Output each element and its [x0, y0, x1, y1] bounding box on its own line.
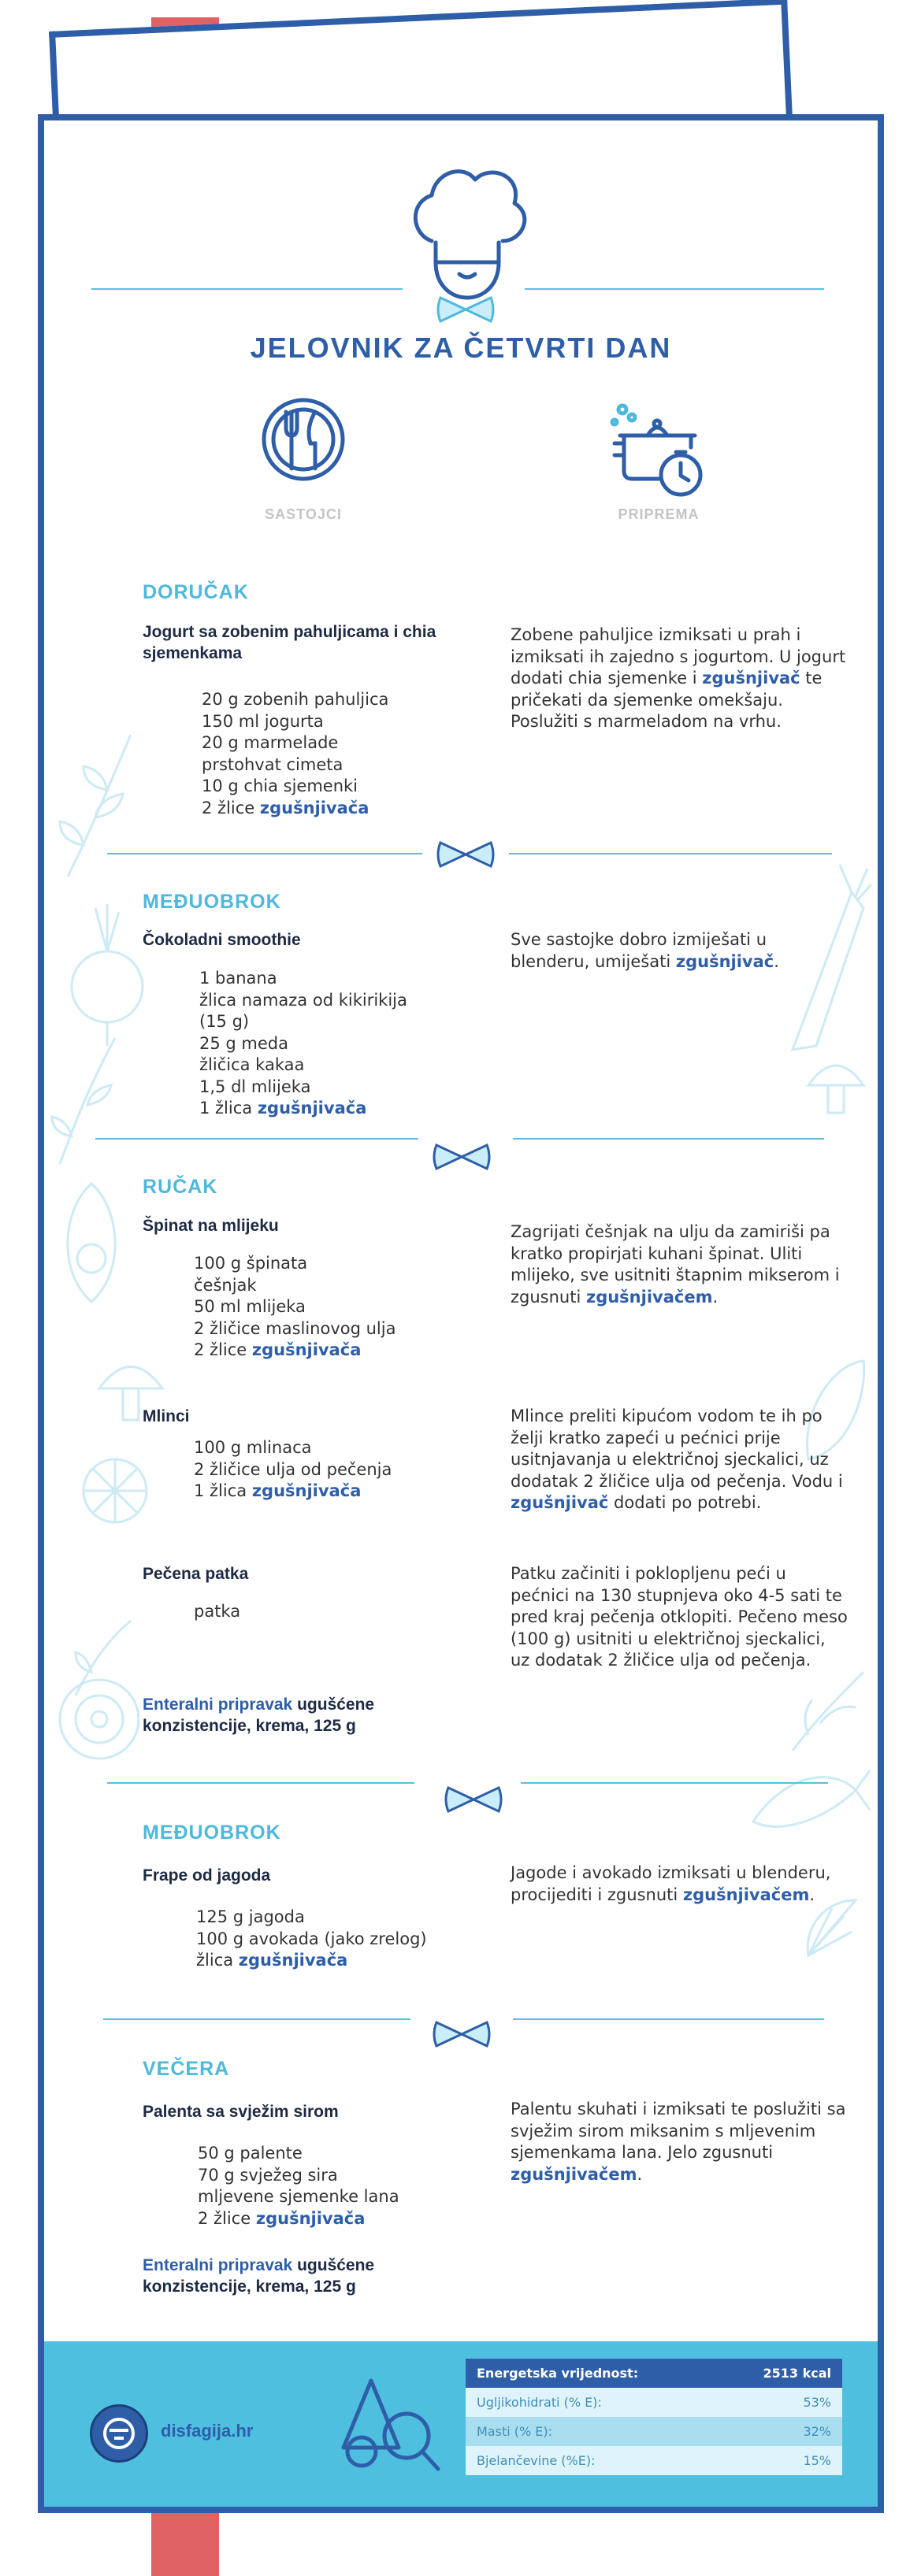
disfagija-logo-icon — [90, 2404, 148, 2463]
ingredient-list — [199, 968, 483, 1120]
pot-timer-icon — [608, 400, 711, 502]
ingredient-list — [198, 2143, 481, 2229]
ingredient: (15 g) — [199, 1012, 250, 1031]
divider-line — [103, 2018, 410, 2020]
plate-cutlery-icon — [260, 396, 347, 483]
ingredient — [194, 1481, 477, 1503]
ingredient: 1 banana — [199, 969, 277, 988]
ingredient-list — [196, 1907, 480, 1972]
ingredient: 100 g mlinaca — [194, 1438, 312, 1457]
dish-name: Frape od jagoda — [143, 1866, 271, 1885]
enteral-supplement: Enteralni pripravak ugušćene konzistencije, krema, 125 g — [143, 2256, 375, 2296]
bow-ornament-icon — [442, 1784, 505, 1815]
ingredient: mljevene sjemenke lana — [198, 2187, 399, 2206]
thickener-highlight: zgušnjivačem — [682, 1885, 810, 1904]
ingredient: 2 žličice maslinovog ulja — [194, 1318, 396, 1338]
divider-line — [91, 288, 403, 290]
ingredient-text: 2 žlice — [202, 798, 260, 817]
label-preparation: PRIPREMA — [618, 506, 700, 522]
label-ingredients: SASTOJCI — [265, 506, 342, 522]
table-row: Bjelančevine (%E): 15% — [466, 2446, 842, 2475]
thickener-highlight: zgušnjivača — [251, 1340, 362, 1359]
ingredient: 10 g chia sjemenki — [202, 777, 358, 795]
divider-line — [509, 853, 832, 854]
mushroom-decoration-icon — [800, 1050, 871, 1121]
ingredient-text: 1 žlica — [194, 1481, 252, 1500]
table-row: Masti (% E): 32% — [466, 2417, 842, 2446]
ingredient — [202, 798, 485, 820]
ingredient-list — [194, 1253, 477, 1362]
menu-card — [38, 114, 884, 2513]
ingredient: 125 g jagoda — [196, 1907, 305, 1926]
ingredient-text: 2 žlice — [194, 1340, 252, 1359]
ingredient: 70 g svježeg sira — [198, 2165, 338, 2185]
ingredient: 25 g meda — [199, 1033, 288, 1053]
dish-name: Palenta sa svježim sirom — [143, 2103, 339, 2121]
section-title-lunch: RUČAK — [143, 1176, 218, 1198]
energy-table — [466, 2359, 842, 2475]
dish-name: Špinat na mlijeku — [143, 1217, 279, 1235]
energy-label: Energetska vrijednost: — [466, 2359, 719, 2388]
ingredient: 50 ml mlijeka — [194, 1297, 306, 1316]
energy-total-row — [466, 2359, 842, 2388]
ingredient-text: 1 žlica — [199, 1099, 258, 1118]
divider-line — [521, 1782, 828, 1784]
divider-line — [513, 1138, 824, 1140]
ingredient: češnjak — [194, 1275, 257, 1295]
dish-name: Čokoladni smoothie — [143, 931, 301, 949]
herb-decoration-icon — [785, 1664, 871, 1759]
thickener-highlight: zgušnjivač — [511, 1493, 609, 1512]
ingredient-text: 2 žlice — [198, 2208, 256, 2228]
ingredient: 20 g zobenih pahuljica — [202, 690, 389, 709]
lemon-decoration-icon — [76, 1451, 154, 1530]
preparation-text: Mlince preliti kipućom vodom te ih po želji kratko zapeći u pećnici prije usitnjavanja u električnoj sjeckalici, uz dodatak 2 žličice ulja od pečenja. Vodu i zgušnjivač dodati po potrebi. — [511, 1407, 843, 1512]
energy-value: 2513 kcal — [719, 2359, 842, 2388]
ingredient: 100 g špinata — [194, 1254, 308, 1273]
enteral-highlight: Enteralni pripravak — [143, 2256, 293, 2274]
dish-name: Mlinci — [143, 1407, 190, 1425]
ingredient: 150 ml jogurta — [202, 711, 324, 731]
thickener-highlight: zgušnjivača — [257, 1099, 367, 1118]
dish-name: Jogurt sa zobenim pahuljicama i chia sjemenkama — [143, 623, 436, 662]
divider-line — [513, 2018, 824, 2020]
ingredient-list — [194, 1601, 477, 1623]
bookmark-ribbon-bottom — [151, 2504, 219, 2576]
ingredient: žličica kakaa — [199, 1055, 305, 1074]
bow-ornament-icon — [434, 839, 497, 870]
divider-line — [95, 1138, 418, 1140]
divider-line — [107, 853, 422, 854]
bow-ornament-icon — [430, 2018, 493, 2050]
divider-line — [525, 288, 824, 290]
bow-ornament-icon — [430, 1141, 493, 1173]
beet-decoration-icon — [60, 900, 154, 1050]
avocado-decoration-icon — [48, 1176, 135, 1310]
preparation-text: Patku začiniti i poklopljenu peći u pećnici na 130 stupnjeva oko 4-5 sati te pred kraj pečenja otklopiti. Pečeno meso (100 g) usitniti u električnoj sjeckalici, uz dodatak 2 žličice ulja od pečenja. — [511, 1564, 848, 1670]
ingredient: prstohvat cimeta — [202, 754, 344, 774]
brand-link[interactable]: disfagija.hr — [161, 2421, 254, 2441]
ingredient: 1,5 dl mlijeka — [199, 1077, 311, 1096]
thickener-highlight: zgušnjivačem — [511, 2164, 637, 2184]
dish-name: Pečena patka — [143, 1565, 249, 1583]
table-row: Ugljikohidrati (% E): 53% — [466, 2388, 842, 2417]
ingredient: žlica namaza od kikirikija — [199, 990, 407, 1010]
footer — [44, 2341, 878, 2507]
divider-line — [107, 1782, 414, 1784]
enteral-highlight: Enteralni pripravak — [143, 1696, 293, 1714]
preparation-text: Zobene pahuljice izmiksati u prah i izmiksati ih zajedno s jogurtom. U jogurt dodati chia sjemenke i zgušnjivač te pričekati da sjemenke omekšaju. Poslužiti s marmeladom na vrhu. — [511, 625, 846, 731]
preparation-text: Sve sastojke dobro izmiješati u blenderu, umiješati zgušnjivač. — [511, 930, 779, 971]
ingredient: 20 g marmelade — [202, 733, 339, 752]
leaf-decoration-icon-3 — [68, 1617, 139, 1703]
thickener-highlight: zgušnjivača — [255, 2208, 366, 2228]
thickener-highlight: zgušnjivača — [251, 1481, 362, 1500]
thickener-highlight: zgušnjivača — [238, 1951, 348, 1970]
thickener-highlight: zgušnjivač — [702, 669, 800, 688]
nutrition-analysis-icon — [340, 2373, 442, 2475]
ingredient-list — [202, 689, 485, 819]
thickener-highlight: zgušnjivača — [259, 798, 370, 817]
section-title-snack: MEĐUOBROK — [143, 1822, 281, 1844]
ingredient: 2 žličice ulja od pečenja — [194, 1459, 392, 1479]
ingredient — [196, 1950, 480, 1972]
preparation-text: Palentu skuhati i izmiksati te poslužiti sa svježim sirom miksanim s mljevenim sjemenkama lana. Jelo zgusnuti zgušnjivačem. — [511, 2100, 846, 2184]
leaf-decoration-icon-2 — [44, 1034, 131, 1168]
section-title-snack: MEĐUOBROK — [143, 891, 281, 913]
thickener-highlight: zgušnjivač — [675, 951, 774, 971]
leaf-decoration-icon — [52, 727, 147, 884]
ingredient: 50 g palente — [198, 2144, 303, 2163]
ingredient: patka — [194, 1602, 241, 1621]
section-title-breakfast: DORUČAK — [143, 581, 249, 603]
ingredient-text: žlica — [196, 1951, 239, 1970]
section-title-dinner: VEČERA — [143, 2058, 230, 2080]
thickener-highlight: zgušnjivačem — [585, 1287, 713, 1307]
ingredient — [194, 1340, 477, 1362]
ingredient: 100 g avokada (jako zrelog) — [196, 1929, 427, 1948]
bow-ornament-icon — [434, 294, 497, 325]
ingredient-list — [194, 1437, 477, 1503]
ingredient — [198, 2208, 481, 2230]
enteral-supplement: Enteralni pripravak ugušćene konzistencije, krema, 125 g — [143, 1696, 375, 1735]
page-title: JELOVNIK ZA ČETVRTI DAN — [250, 332, 672, 364]
preparation-text: Zagrijati češnjak na ulju da zamiriši pa kratko propirjati kuhani špinat. Uliti mlijeko, sve usitniti štapnim mikserom i zgusnuti zgušnjivačem. — [511, 1222, 840, 1307]
ingredient — [199, 1098, 483, 1120]
preparation-text: Jagode i avokado izmiksati u blenderu, procijediti i zgusnuti zgušnjivačem. — [511, 1863, 831, 1904]
